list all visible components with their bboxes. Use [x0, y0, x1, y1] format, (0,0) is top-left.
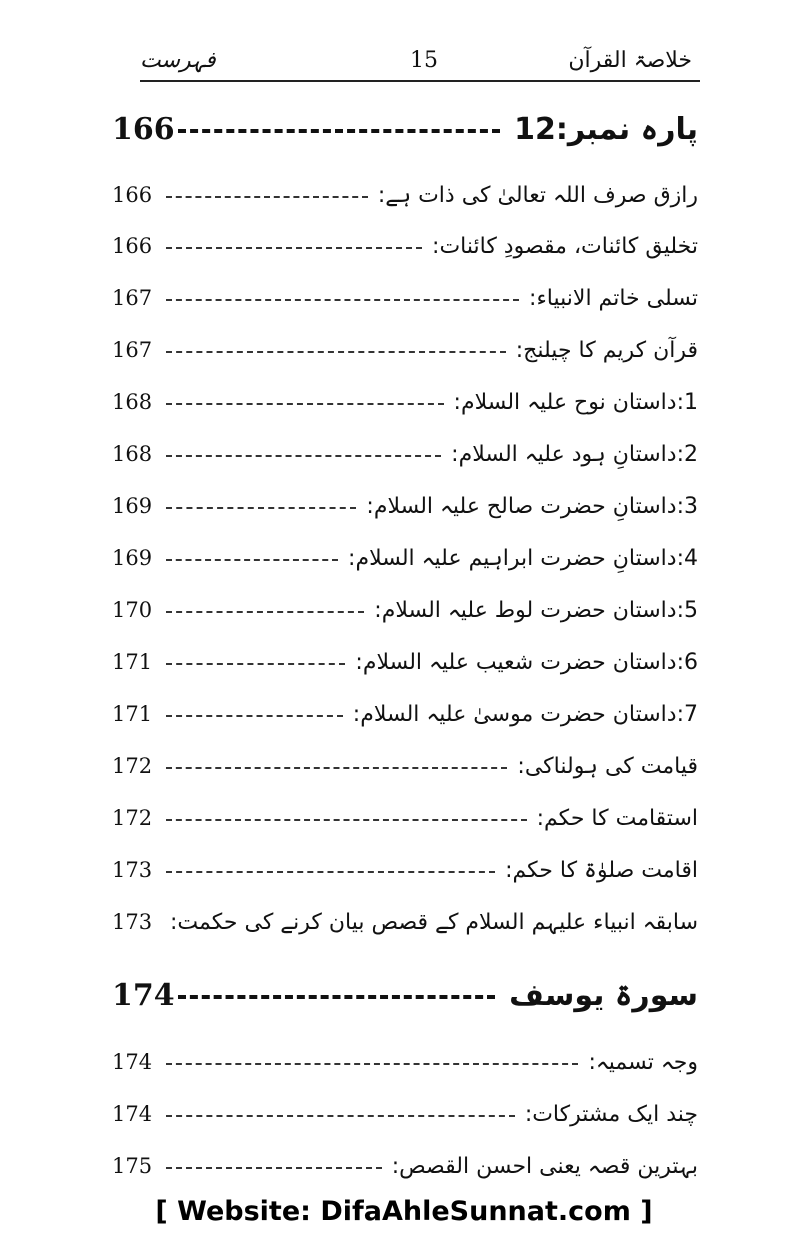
entry-page: 167 — [112, 286, 153, 310]
toc-entry[interactable] — [112, 278, 698, 318]
section-title: سورۃ یوسف — [509, 977, 698, 1013]
entry-page: 175 — [112, 1154, 153, 1178]
entry-title: 7:داستان حضرت موسیٰ علیہ السلام: — [352, 701, 698, 727]
entry-page: 171 — [112, 702, 153, 726]
section-title: پارہ نمبر:12 — [514, 111, 698, 147]
leader-dashes — [166, 299, 519, 301]
entry-page: 168 — [112, 390, 153, 414]
entry-page: 171 — [112, 650, 153, 674]
leader-dashes — [166, 196, 368, 198]
leader-dashes — [166, 1167, 382, 1169]
toc-entry[interactable] — [112, 1146, 698, 1186]
leader-dashes — [166, 559, 338, 561]
entry-page: 169 — [112, 546, 153, 570]
leader-dashes — [166, 507, 356, 509]
entry-page: 166 — [112, 234, 153, 258]
entry-title: 6:داستان حضرت شعیب علیہ السلام: — [355, 649, 698, 675]
leader-dashes — [166, 715, 343, 717]
entry-page: 166 — [112, 183, 153, 207]
entry-page: 173 — [112, 910, 153, 934]
entry-title: رازق صرف اللہ تعالیٰ کی ذات ہے: — [377, 182, 698, 208]
toc-entry[interactable] — [112, 226, 698, 266]
toc-entry[interactable] — [112, 642, 698, 682]
entry-page: 172 — [112, 806, 153, 830]
entry-page: 170 — [112, 598, 153, 622]
page-number: 15 — [410, 48, 438, 73]
toc-entry[interactable] — [112, 850, 698, 890]
entry-title: قرآن کریم کا چیلنج: — [515, 337, 698, 363]
toc-entry[interactable] — [112, 746, 698, 786]
leader-dashes — [166, 1115, 515, 1117]
entry-title: 2:داستانِ ہود علیہ السلام: — [451, 441, 698, 467]
entry-title: 1:داستان نوح علیہ السلام: — [453, 389, 698, 415]
leader-dashes — [166, 819, 527, 821]
leader-dashes — [178, 995, 495, 999]
leader-dashes — [166, 1063, 578, 1065]
toc-entry[interactable] — [112, 798, 698, 838]
toc-entry[interactable] — [112, 538, 698, 578]
leader-dashes — [166, 611, 364, 613]
leader-dashes — [166, 871, 495, 873]
entry-title: سابقہ انبیاء علیہم السلام کے قصص بیان کرنے کی حکمت: — [170, 909, 698, 935]
toc-entry[interactable] — [112, 434, 698, 474]
toc-entry[interactable] — [112, 382, 698, 422]
leader-dashes — [166, 455, 441, 457]
entry-page: 172 — [112, 754, 153, 778]
page-header — [140, 40, 700, 82]
section-page: 174 — [112, 977, 175, 1013]
toc-entry[interactable] — [112, 1094, 698, 1134]
toc-entry[interactable] — [112, 1042, 698, 1082]
leader-dashes — [166, 767, 507, 769]
toc-entry[interactable] — [112, 694, 698, 734]
entry-page: 173 — [112, 858, 153, 882]
section-heading-surah-yusuf[interactable] — [112, 970, 698, 1020]
toc-entry[interactable] — [112, 486, 698, 526]
toc-entry[interactable] — [112, 175, 698, 215]
leader-dashes — [166, 247, 422, 249]
book-title: خلاصۃ القرآن — [568, 48, 692, 73]
entry-title: تسلی خاتم الانبیاء: — [529, 285, 698, 311]
entry-title: چند ایک مشترکات: — [524, 1101, 698, 1127]
entry-title: 3:داستانِ حضرت صالح علیہ السلام: — [366, 493, 698, 519]
entry-page: 167 — [112, 338, 153, 362]
leader-dashes — [178, 129, 500, 133]
section-heading-para-12[interactable] — [112, 104, 698, 154]
entry-page: 174 — [112, 1050, 153, 1074]
entry-title: 4:داستانِ حضرت ابراہیم علیہ السلام: — [348, 545, 698, 571]
toc-entry[interactable] — [112, 330, 698, 370]
toc-entry[interactable] — [112, 590, 698, 630]
entry-page: 168 — [112, 442, 153, 466]
entry-title: تخلیق کائنات، مقصودِ کائنات: — [432, 233, 698, 259]
entry-title: استقامت کا حکم: — [536, 805, 698, 831]
entry-title: وجہ تسمیہ: — [588, 1049, 698, 1075]
entry-title: اقامت صلوٰۃ کا حکم: — [505, 857, 698, 883]
leader-dashes — [166, 403, 444, 405]
section-page: 166 — [112, 111, 175, 147]
leader-dashes — [166, 663, 345, 665]
entry-page: 174 — [112, 1102, 153, 1126]
entry-page: 169 — [112, 494, 153, 518]
leader-dashes — [166, 351, 506, 353]
section-label: فہرست — [140, 48, 216, 73]
toc-entry[interactable] — [112, 902, 698, 942]
entry-title: قیامت کی ہولناکی: — [517, 753, 698, 779]
website-footer: [ Website: DifaAhleSunnat.com ] — [155, 1196, 653, 1227]
entry-title: بہترین قصہ یعنی احسن القصص: — [391, 1153, 698, 1179]
entry-title: 5:داستان حضرت لوط علیہ السلام: — [374, 597, 698, 623]
